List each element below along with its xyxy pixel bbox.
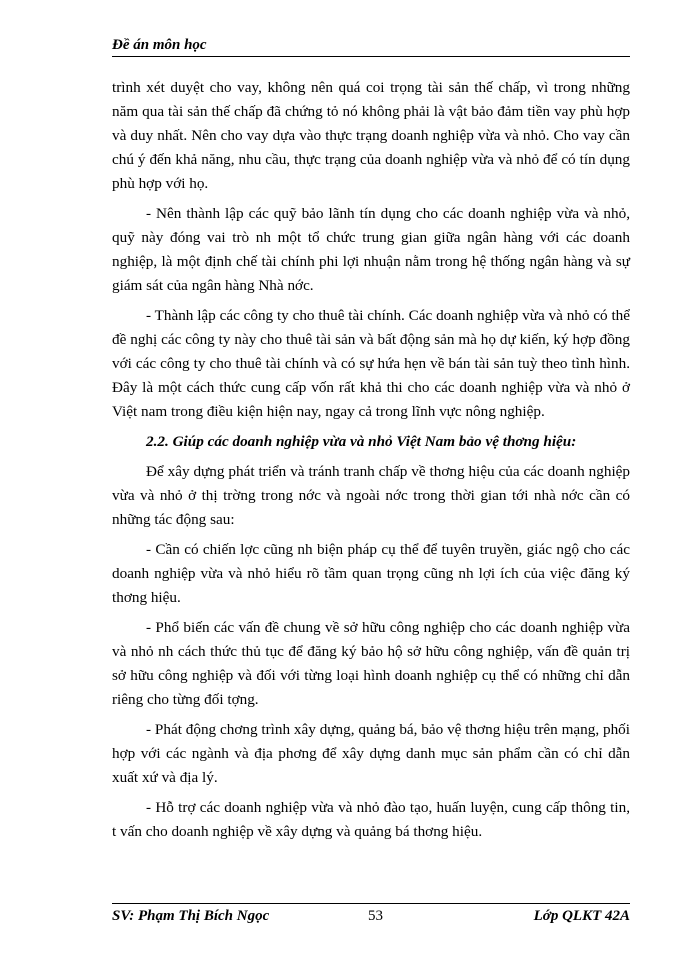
paragraph-7: - Phát động chơng trình xây dựng, quảng bá, bảo vệ thơng hiệu trên mạng, phối hợp với các ngành và địa phơng để xây dựng danh mục sản phẩm cần có chỉ dẫn xuất xứ và địa lý.: [112, 721, 630, 786]
header-rule: [112, 56, 630, 57]
document-body: [112, 76, 630, 850]
footer-author: SV: Phạm Thị Bích Ngọc: [112, 908, 270, 924]
paragraph-6: - Phổ biến các vấn đề chung về sở hữu công nghiệp cho các doanh nghiệp vừa và nhỏ nh cách thức thủ tục để đăng ký bảo hộ sở hữu công nghiệp, vấn đề quản trị sở hữu công nghiệp và đối với từng loại hình doanh nghiệp cụ thể có những chỉ dẫn riêng cho từng đối tợng.: [112, 619, 630, 708]
paragraph-2: - Nên thành lập các quỹ bảo lãnh tín dụng cho các doanh nghiệp vừa và nhỏ, quỹ này đóng vai trò nh một tổ chức trung gian giữa ngân hàng với các doanh nghiệp, là một định chế tài chính phi lợi nhuận nằm trong hệ thống ngân hàng và sự giám sát của ngân hàng Nhà nớc.: [112, 205, 630, 294]
paragraph-4: Để xây dựng phát triển và tránh tranh chấp về thơng hiệu của các doanh nghiệp vừa và nhỏ ở thị trờng trong nớc và ngoài nớc trong thời gian tới nhà nớc cần có những tác động sau:: [112, 463, 630, 528]
footer-rule: [112, 903, 630, 904]
header-title: Đề án môn học: [112, 37, 207, 53]
paragraph-8: - Hỗ trợ các doanh nghiệp vừa và nhỏ đào tạo, huấn luyện, cung cấp thông tin, t vấn cho doanh nghiệp về xây dựng và quảng bá thơng hiệu.: [112, 799, 630, 840]
page-footer: [112, 906, 630, 926]
footer-class: Lớp QLKT 42A: [533, 908, 630, 924]
paragraph-5: - Cần có chiến lợc cũng nh biện pháp cụ thể để tuyên truyền, giác ngộ cho các doanh nghiệp vừa và nhỏ hiểu rõ tầm quan trọng cũng nh lợi ích của việc đăng ký thơng hiệu.: [112, 541, 630, 606]
paragraph-1: trình xét duyệt cho vay, không nên quá coi trọng tài sản thế chấp, vì trong những năm qua tài sản thế chấp đã chứng tỏ nó không phải là vật bảo đảm tiền vay phù hợp và duy nhất. Nên cho vay dựa vào thực trạng doanh nghiệp vừa và nhỏ. Cho vay cần chú ý đến khả năng, nhu cầu, thực trạng của doanh nghiệp vừa và nhỏ để có tín dụng phù hợp với họ.: [112, 79, 630, 192]
paragraph-3: - Thành lập các công ty cho thuê tài chính. Các doanh nghiệp vừa và nhỏ có thể đề nghị các công ty này cho thuê tài sản và bất động sản mà họ dự kiến, ký hợp đồng với các công ty cho thuê tài chính và có sự hứa hẹn về bán tài sản tuỳ theo tình hình. Đây là một cách thức cung cấp vốn rất khả thi cho các doanh nghiệp vừa và nhỏ ở Việt nam trong điều kiện hiện nay, ngay cả trong lĩnh vực nông nghiệp.: [112, 307, 630, 420]
page-header: [112, 36, 630, 54]
page-number: 53: [368, 908, 383, 924]
section-heading: 2.2. Giúp các doanh nghiệp vừa và nhỏ Việt Nam bảo vệ thơng hiệu:: [146, 433, 577, 450]
